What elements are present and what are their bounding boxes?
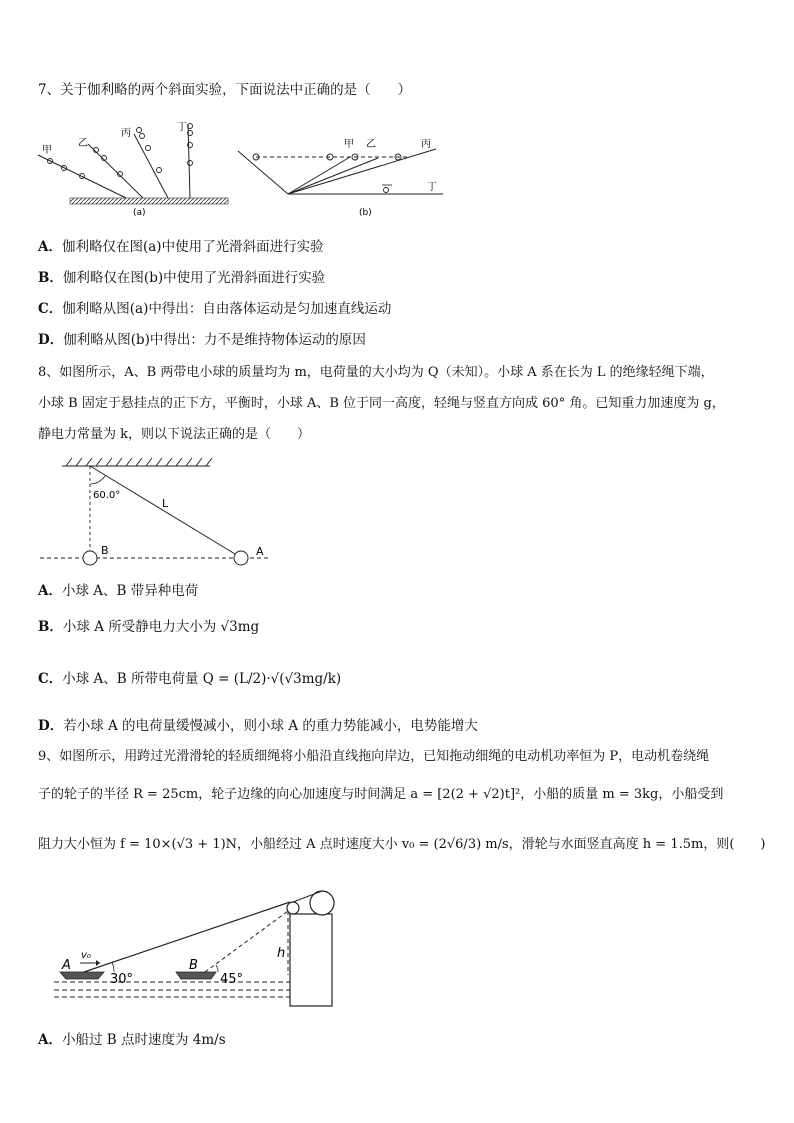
q8-stem-line-1: 8、如图所示，A、B 两带电小球的质量均为 m，电荷量的大小均为 Q（未知）。小球 A 系在长为 L 的绝缘轻绳下端， xyxy=(38,365,714,380)
q8-option-d[interactable]: D．若小球 A 的电荷量缓慢减小，则小球 A 的重力势能减小，电势能增大 xyxy=(38,718,478,734)
q9-stem-line-1: 9、如图所示，用跨过光滑滑轮的轻质细绳将小船沿直线拖向岸边，已知拖动细绳的电动机功率恒为 P，电动机卷绕绳 xyxy=(38,749,710,764)
q8-angle-label: 60.0° xyxy=(93,490,121,501)
q7-figure-b xyxy=(238,118,448,228)
q7-stem: 7、关于伽利略的两个斜面实验，下面说法中正确的是（ ） xyxy=(38,82,412,98)
q9-stem-line-3: 阻力大小恒为 f = 10×(√3 + 1)N，小船经过 A 点时速度大小 v₀ = (2√6/3) m/s，滑轮与水面竖直高度 h = 1.5m，则( ) xyxy=(38,837,766,852)
fig-a-label-jia: 甲 xyxy=(42,145,52,156)
q9-option-a[interactable]: A．小船过 B 点时速度为 4m/s xyxy=(38,1032,226,1048)
q8-option-b[interactable]: B．小球 A 所受静电力大小为 √3mg xyxy=(38,619,260,635)
fig-b-label-ding: 丁 xyxy=(427,182,437,193)
q7-option-b[interactable]: B．伽利略仅在图(b)中使用了光滑斜面进行实验 xyxy=(38,270,326,286)
q9-angle-b-label: 45° xyxy=(220,972,244,987)
q7-option-d[interactable]: D．伽利略从图(b)中得出：力不是维持物体运动的原因 xyxy=(38,332,366,348)
q8-stem-line-3: 静电力常量为 k，则以下说法正确的是（ ） xyxy=(38,427,311,442)
q8-stem-line-2: 小球 B 固定于悬挂点的正下方，平衡时，小球 A、B 位于同一高度，轻绳与竖直方向成 60° 角。已知重力加速度为 g， xyxy=(38,396,725,411)
q7-option-a[interactable]: A．伽利略仅在图(a)中使用了光滑斜面进行实验 xyxy=(38,239,324,255)
q8-option-a[interactable]: A．小球 A、B 带异种电荷 xyxy=(38,583,199,599)
q8-ball-b-label: B xyxy=(101,544,109,557)
q9-height-label: h xyxy=(277,946,286,961)
q8-option-c[interactable]: C．小球 A、B 所带电荷量 Q = (L/2)·√(√3mg/k) xyxy=(38,671,342,687)
q7-figure-a xyxy=(38,118,238,228)
q8-figure xyxy=(40,458,280,568)
fig-b-label-bing: 丙 xyxy=(421,139,431,150)
fig-a-label-yi: 乙 xyxy=(78,138,88,149)
q9-velocity-label: v₀ xyxy=(81,950,91,961)
fig-b-caption: (b) xyxy=(359,208,372,218)
fig-a-caption: (a) xyxy=(133,208,146,218)
q8-ball-a-label: A xyxy=(256,545,264,558)
q9-stem-line-2: 子的轮子的半径 R = 25cm，轮子边缘的向心加速度与时间满足 a = [2(2 + √2)t]²，小船的质量 m = 3kg，小船受到 xyxy=(38,787,724,802)
fig-b-label-yi: 乙 xyxy=(366,139,376,150)
q8-rope-label: L xyxy=(162,497,169,510)
fig-a-label-ding: 丁 xyxy=(177,122,187,133)
fig-b-label-jia: 甲 xyxy=(344,139,354,150)
q9-figure xyxy=(54,880,354,1010)
q9-angle-a-label: 30° xyxy=(110,972,134,987)
q7-option-c[interactable]: C．伽利略从图(a)中得出：自由落体运动是匀加速直线运动 xyxy=(38,301,392,317)
fig-a-label-bing: 丙 xyxy=(121,128,131,139)
q9-point-b-label: B xyxy=(189,958,198,973)
q9-point-a-label: A xyxy=(62,958,71,973)
